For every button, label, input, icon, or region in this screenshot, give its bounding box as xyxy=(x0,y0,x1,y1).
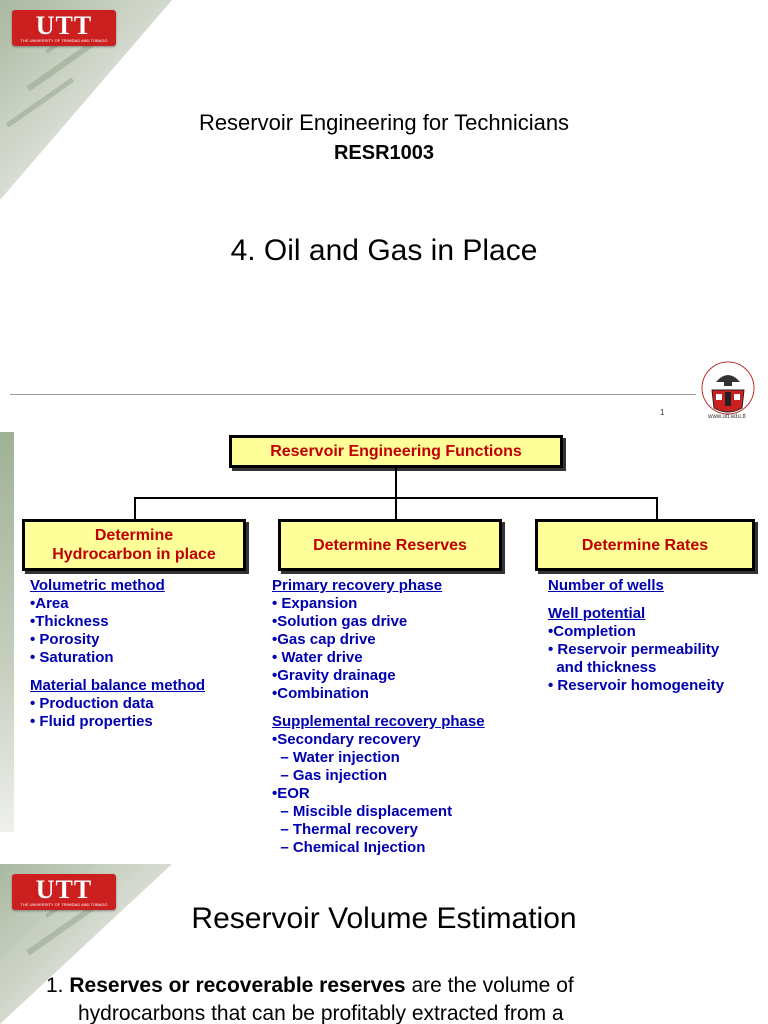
connector-left xyxy=(134,497,136,519)
slide-title: Reservoir Volume Estimation xyxy=(191,902,577,935)
list-item: – Chemical Injection xyxy=(272,839,426,856)
list-heading: Primary recovery phase xyxy=(272,577,443,594)
box-determine-rates: Determine Rates xyxy=(535,519,755,571)
list-reserves-phases xyxy=(272,577,485,857)
list-item-1 xyxy=(46,974,574,998)
list-item: • Reservoir homogeneity xyxy=(548,677,725,694)
list-item: •Thickness xyxy=(30,613,109,630)
list-item: • Porosity xyxy=(30,631,100,648)
list-heading: Number of wells xyxy=(548,577,664,594)
list-item: • Water drive xyxy=(272,649,363,666)
list-number: 1. xyxy=(46,974,64,997)
connector-right xyxy=(656,497,658,519)
list-item: •Area xyxy=(30,595,69,612)
left-photo-strip xyxy=(0,432,14,832)
logo-text: UTT xyxy=(35,11,93,40)
connector-middle xyxy=(395,497,397,519)
list-item: • Expansion xyxy=(272,595,358,612)
list-item: – Thermal recovery xyxy=(272,821,418,838)
functions-title-box: Reservoir Engineering Functions xyxy=(229,435,563,468)
list-item: •Combination xyxy=(272,685,369,702)
footer-divider xyxy=(10,394,696,395)
seal-url: www.utt.edu.tt xyxy=(708,414,746,420)
list-heading: Material balance method xyxy=(30,677,206,694)
list-item: • Production data xyxy=(30,695,154,712)
list-item: – Miscible displacement xyxy=(272,803,453,820)
list-item: – Water injection xyxy=(272,749,400,766)
connector-vertical-main xyxy=(395,468,397,498)
slide-title xyxy=(0,0,768,432)
list-item: •EOR xyxy=(272,785,310,802)
bold-term: Reserves or recoverable reserves xyxy=(69,974,406,997)
list-item: •Gravity drainage xyxy=(272,667,396,684)
utt-logo xyxy=(12,10,116,46)
list-item: and thickness xyxy=(548,659,657,676)
list-item: • Fluid properties xyxy=(30,713,153,730)
list-item: – Gas injection xyxy=(272,767,388,784)
list-heading: Well potential xyxy=(548,605,646,622)
list-item: • Reservoir permeability xyxy=(548,641,720,658)
section-title: 4. Oil and Gas in Place xyxy=(230,234,538,267)
course-code: RESR1003 xyxy=(333,142,435,164)
list-heading: Supplemental recovery phase xyxy=(272,713,485,730)
list-item: • Saturation xyxy=(30,649,114,666)
logo-subtitle: THE UNIVERSITY OF TRINIDAD AND TOBAGO xyxy=(20,902,108,907)
list-heading: Volumetric method xyxy=(30,577,165,594)
box-hydrocarbon-in-place: Determine Hydrocarbon in place xyxy=(22,519,246,571)
list-item: •Solution gas drive xyxy=(272,613,408,630)
slide-volume-estimation xyxy=(0,864,768,1024)
definition-continuation: hydrocarbons that can be profitably extracted from a xyxy=(78,1002,564,1024)
list-rates-factors xyxy=(548,577,724,695)
box-determine-reserves: Determine Reserves xyxy=(278,519,502,571)
list-item: •Secondary recovery xyxy=(272,731,421,748)
list-item: •Gas cap drive xyxy=(272,631,376,648)
definition-text: are the volume of xyxy=(405,974,574,997)
course-title: Reservoir Engineering for Technicians xyxy=(198,110,570,135)
list-item: •Completion xyxy=(548,623,636,640)
slide-functions-diagram xyxy=(0,432,768,864)
page-number: 1 xyxy=(660,408,665,417)
logo-subtitle: THE UNIVERSITY OF TRINIDAD AND TOBAGO xyxy=(20,38,108,43)
list-hydrocarbon-methods xyxy=(30,577,205,731)
logo-text: UTT xyxy=(35,875,93,904)
